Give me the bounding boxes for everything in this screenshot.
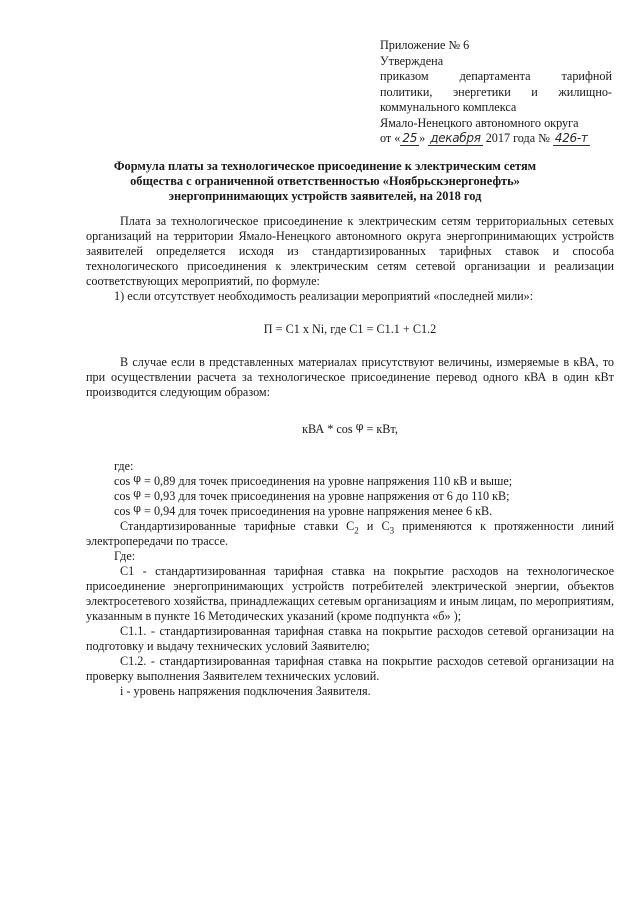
approval-line-1: приказом департамента тарифной [380, 69, 612, 83]
c12-definition: С1.2. - стандартизированная тарифная ставка на покрытие расходов сетевой организации на проверку выполнения Заявителем технических условий. [86, 654, 614, 683]
cos-label: cos [114, 504, 131, 518]
item-1: 1) если отсутствует необходимость реализации мероприятий «последней мили»: [114, 289, 534, 303]
where-label-2: Где: [114, 549, 136, 563]
phi-symbol: φ [133, 487, 141, 500]
date-month-handwritten: декабря [430, 131, 481, 145]
std-subscript-2: 2 [354, 525, 359, 536]
appendix-number: Приложение № 6 [380, 38, 470, 52]
approval-line-2: политики, энергетики и жилищно- [380, 84, 612, 99]
i-definition: i - уровень напряжения подключения Заявителя. [120, 684, 371, 698]
title-line-1: Формула платы за технологическое присоединение к электрическим сетям [113, 159, 537, 173]
date-prefix: от « [380, 131, 401, 145]
formula-kva [86, 422, 614, 437]
approval-date-line [380, 131, 612, 147]
cos-line-1 [86, 474, 614, 489]
approval-block [380, 38, 612, 147]
phi-symbol: φ [355, 420, 364, 433]
document-title [90, 159, 560, 204]
kva-paragraph: В случае если в представленных материалах присутствуют величины, измеряемые в кВА, то при осуществлении расчета за технологическое присоединение перевод одного кВА в один кВт производится следующим образом: [86, 355, 614, 399]
c11-definition: С1.1. - стандартизированная тарифная ставка на покрытие расходов сетевой организации на подготовку и выдачу технических условий Заявителю; [86, 624, 614, 653]
std-text-c: применяются к протяженности линий электропередачи по трассе. [86, 519, 615, 548]
c1-definition: С1 - стандартизированная тарифная ставка на покрытие расходов на технологическое присоединение энергопринимающих устройств потребителей электрической энергии, объектов электросетевого хозяйства, принадлежащих сетевым организациям и иным лицам, по мероприятиям, указанным в пункте 16 Методических указаний (кроме подпункта «б» ); [86, 564, 614, 623]
cos-label: cos [114, 489, 131, 503]
intro-paragraph: Плата за технологическое присоединение к электрическим сетям территориальных сетевых организаций на территории Ямало-Ненецкого автономного округа энергопринимающих устройств заявителей определяется исходя из стандартизированных тарифных ставок и способа технологического присоединения к электрическим сетям сетевой организации и реализации соответствующих мероприятий, по формуле: [86, 214, 614, 288]
approved-label: Утверждена [380, 53, 444, 68]
approval-line-4: Ямало-Ненецкого автономного округа [380, 115, 579, 130]
cos-value-2: = 0,93 для точек присоединения на уровне напряжения от 6 до 110 кВ; [144, 489, 510, 503]
std-text-b: и С [358, 519, 390, 533]
date-year: 2017 года № [485, 131, 550, 145]
formula-payment: П = С1 х Ni, где С1 = С1.1 + С1.2 [263, 322, 437, 336]
document-body [86, 214, 614, 699]
cos-value-3: = 0,94 для точек присоединения на уровне напряжения менее 6 кВ. [144, 504, 493, 518]
cos-line-2 [86, 489, 614, 504]
formula-kva-right: = кВт, [366, 422, 398, 436]
std-rates-paragraph [86, 519, 614, 549]
std-text-a: Стандартизированные тарифные ставки С [120, 519, 355, 533]
cos-label: cos [114, 474, 131, 488]
phi-symbol: φ [133, 502, 141, 515]
title-line-2: общества с ограниченной ответственностью «Ноябрьскэнергонефть» [130, 174, 520, 188]
where-label: где: [114, 459, 134, 473]
cos-value-1: = 0,89 для точек присоединения на уровне напряжения 110 кВ и выше; [144, 474, 513, 488]
order-number-handwritten: 426-т [554, 131, 588, 145]
date-mid: » [419, 131, 426, 145]
phi-symbol: φ [133, 472, 141, 485]
title-line-3: энергопринимающих устройств заявителей, на 2018 год [168, 189, 482, 203]
std-subscript-3: 3 [389, 525, 395, 536]
approval-line-3: коммунального комплекса [380, 100, 517, 114]
formula-kva-left: кВА * cos [302, 422, 353, 436]
cos-line-3 [86, 504, 614, 519]
date-day-handwritten: 25 [402, 131, 418, 145]
